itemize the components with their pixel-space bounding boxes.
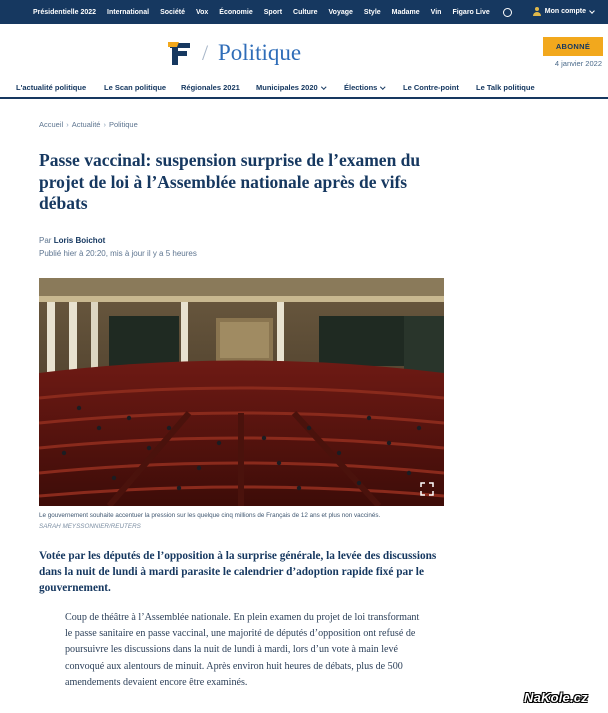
section-nav-item[interactable]: [16, 83, 86, 92]
section-nav-item[interactable]: [256, 83, 325, 92]
chevron-down-icon: [321, 84, 326, 89]
section-nav-label: Le Scan politique: [104, 83, 167, 92]
top-nav-item[interactable]: Voyage: [328, 8, 353, 16]
chevron-right-icon: ›: [103, 120, 106, 129]
byline-prefix: Par: [39, 236, 52, 245]
current-date: 4 janvier 2022: [554, 59, 602, 68]
publish-date: Publié hier à 20:20, mis à jour il y a 5 heures: [39, 249, 197, 258]
top-nav-item[interactable]: Économie: [219, 8, 253, 16]
section-nav-label: Municipales 2020: [256, 83, 318, 92]
section-nav-label: Le Contre-point: [403, 83, 459, 92]
breadcrumb-item[interactable]: Actualité: [71, 120, 101, 129]
search-icon[interactable]: [503, 8, 512, 17]
image-credit: SARAH MEYSSONNIER/REUTERS: [39, 523, 141, 530]
article-body: Coup de théâtre à l’Assemblée nationale. En plein examen du projet de loi transformant le passe sanitaire en passe vaccinal, une majorité de députés d’opposition ont refusé de poursuivre les discussions dans la nuit de lundi à mardi, lors d’un vote à main levé convoqué aux alentours de minuit. Après environ huit heures de débats, plus de 500 amendements devaient encore être examinés.: [65, 612, 420, 688]
section-nav-label: Régionales 2021: [181, 83, 240, 92]
section-nav-label: Élections: [344, 83, 378, 92]
chevron-right-icon: ›: [66, 120, 69, 129]
section-nav-item[interactable]: [104, 83, 166, 92]
breadcrumb-item[interactable]: Politique: [108, 120, 138, 129]
section-nav-item[interactable]: [403, 83, 459, 92]
top-nav-item[interactable]: Vin: [430, 8, 442, 16]
top-nav-item[interactable]: Culture: [293, 8, 318, 16]
account-button[interactable]: [533, 7, 594, 16]
author-link[interactable]: Loris Boichot: [53, 236, 106, 245]
subscribe-button[interactable]: ABONNÉ: [543, 37, 603, 56]
top-nav: [33, 8, 512, 17]
section-nav: [0, 77, 608, 99]
expand-icon[interactable]: [420, 482, 434, 496]
article-lead: Votée par les députés de l’opposition à la surprise générale, la levée des discussions dans la nuit de lundi à mardi parasite le calendrier d’adoption rapide fixé par le gouvernement.: [39, 550, 437, 594]
header-divider: /: [202, 40, 209, 65]
top-nav-item[interactable]: Société: [160, 8, 185, 16]
section-nav-label: L'actualité politique: [16, 83, 87, 92]
breadcrumb: [39, 120, 138, 129]
top-nav-item[interactable]: Vox: [195, 8, 209, 16]
article-photo[interactable]: [39, 278, 444, 506]
top-nav-item[interactable]: Présidentielle 2022: [33, 8, 97, 16]
byline: [39, 236, 105, 245]
top-nav-item[interactable]: Sport: [263, 8, 283, 16]
section-title[interactable]: Politique: [218, 40, 302, 65]
user-icon: [533, 7, 541, 16]
section-nav-label: Le Talk politique: [476, 83, 535, 92]
top-nav-item[interactable]: International: [107, 8, 150, 16]
image-caption: Le gouvernement souhaite accentuer la pression sur les quelque cinq millions de Français de 12 ans et plus non vaccinés.: [39, 512, 381, 519]
account-label: Mon compte: [544, 8, 586, 15]
watermark: NaKole.cz: [524, 690, 588, 705]
section-nav-item[interactable]: [181, 83, 240, 92]
top-nav-item[interactable]: Figaro Live: [452, 8, 490, 16]
top-nav-item[interactable]: Style: [363, 8, 381, 16]
section-nav-item[interactable]: [344, 83, 385, 92]
chevron-down-icon: [589, 8, 595, 14]
chevron-down-icon: [381, 84, 386, 89]
breadcrumb-item[interactable]: Accueil: [39, 120, 64, 129]
section-nav-item[interactable]: [476, 83, 535, 92]
figaro-logo[interactable]: [168, 40, 192, 66]
assembly-hall-image: [39, 278, 444, 506]
article-title: Passe vaccinal: suspension surprise de l’examen du projet de loi à l’Assemblée nationale après de vifs débats: [39, 150, 421, 213]
top-nav-item[interactable]: Madame: [391, 8, 420, 16]
top-bar: [0, 0, 608, 24]
